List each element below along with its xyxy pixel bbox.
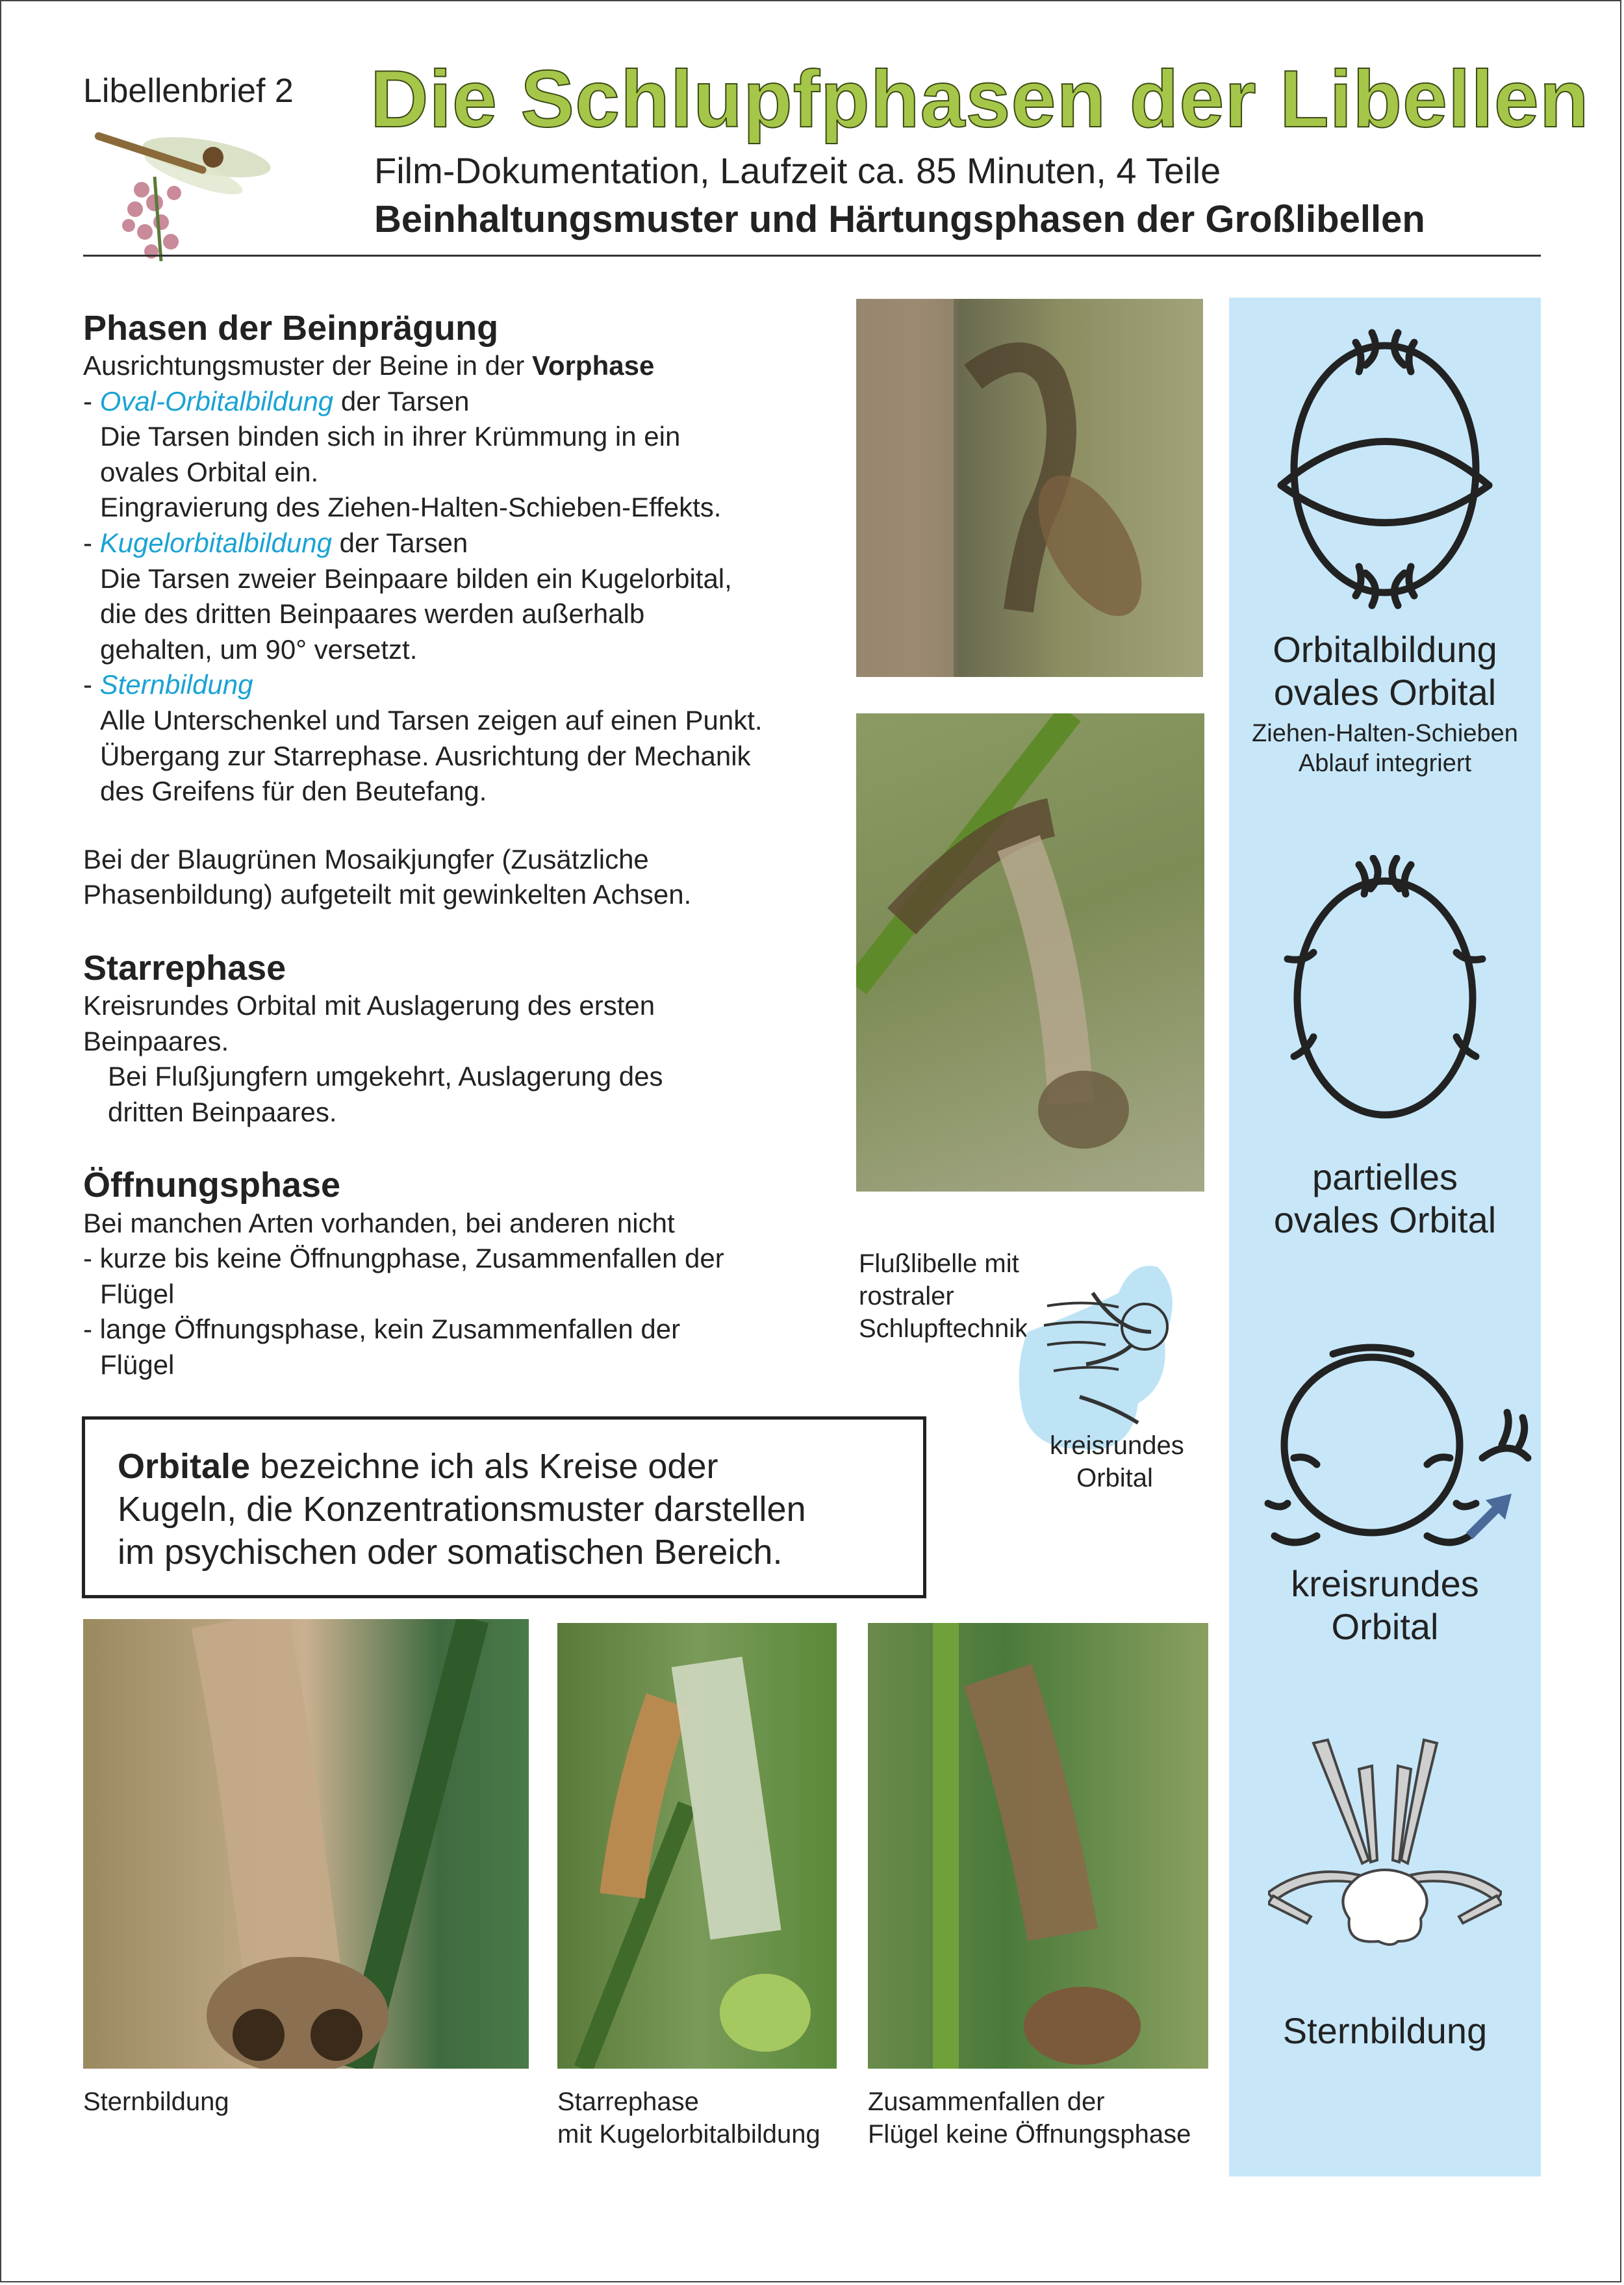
d2-line2: ovales Orbital [1273,1199,1497,1240]
item3-line: Alle Unterschenkel und Tarsen zeigen auf einen Punkt. [100,705,763,736]
d1-line1: Orbitalbildung [1273,629,1497,670]
item3-line: des Greifens für den Beutefang. [100,776,487,807]
heading-oeffnungsphase: Öffnungsphase [83,1166,341,1205]
item2-line: Die Tarsen zweier Beinpaare bilden ein Kugelorbital, [100,563,732,594]
orbitale-definition-box [82,1416,926,1598]
starrephase-line: Kreisrundes Orbital mit Auslagerung des ersten [83,990,655,1021]
caption-sternbildung: Sternbildung [83,2087,229,2116]
dragonfly-logo-image [83,112,278,268]
oeffnungsphase-line: Bei manchen Arten vorhanden, bei anderen nicht [83,1207,675,1238]
mosaik-line: Bei der Blaugrünen Mosaikjungfer (Zusätzliche [83,843,649,874]
photo-zusammenfallen [868,1623,1208,2069]
d1-small2: Ablauf integriert [1298,750,1472,777]
text-column [83,308,850,1383]
d2-line1: partielles [1312,1156,1458,1197]
item1-line: Die Tarsen binden sich in ihrer Krümmung in ein [100,421,681,452]
orbital-diagram-panel [1229,298,1541,2176]
item1-line: ovales Orbital ein. [100,456,319,487]
flusslibelle-orbital-label: kreisrundes Orbital [1050,1431,1184,1492]
star-formation-diagram [1268,1733,1502,1980]
item3-line: Übergang zur Starrephase. Ausrichtung der Mechanik [100,740,751,771]
main-title: Die Schlupfphasen der Libellen [370,55,1590,144]
subheadline: Beinhaltungsmuster und Härtungsphasen der Großlibellen [374,198,1425,240]
d1-small1: Ziehen-Halten-Schieben [1252,720,1518,747]
intro-line: Ausrichtungsmuster der Beine in der Vorphase [83,350,655,381]
heading-beinpraegung: Phasen der Beinprägung [83,309,499,348]
photo-emergence-on-stem [856,713,1204,1192]
mosaik-line: Phasenbildung) aufgeteilt mit gewinkelten Achsen. [83,879,692,910]
d1-line2: ovales Orbital [1273,672,1497,713]
term-oval-orbital: Oval-Orbitalbildung [99,385,334,416]
circular-orbital-diagram [1255,1341,1541,1562]
d4-line1: Sternbildung [1282,2010,1488,2051]
starrephase-line: dritten Beinpaares. [108,1096,337,1127]
oeffnungsphase-line: - kurze bis keine Öffnungphase, Zusammenfallen der [83,1243,724,1274]
photo-starrephase [557,1623,837,2069]
item1-line: Eingravierung des Ziehen-Halten-Schieben-Effekts. [100,492,722,523]
caption-zusammenfallen: Zusammenfallen der Flügel keine Öffnungsphase [868,2087,1191,2149]
header-divider [83,255,1541,257]
oeffnungsphase-line: Flügel [100,1278,175,1309]
item-kugelorbital: - Kugelorbitalbildung der Tarsen [83,528,468,559]
item-sternbildung: - Sternbildung [83,669,253,700]
item2-line: gehalten, um 90° versetzt. [100,633,418,665]
d3-line1: kreisrundes [1291,1563,1479,1604]
partial-oval-orbital-diagram [1268,855,1502,1128]
orbitale-line: Orbitale bezeichne ich als Kreise oder [118,1447,718,1486]
caption-starrephase: Starrephase mit Kugelorbitalbildung [557,2087,820,2149]
photo-emergence-on-wood [856,299,1203,677]
item2-line: die des dritten Beinpaares werden außerhalb [100,598,645,630]
brief-label: Libellenbrief 2 [83,72,294,110]
orbitale-line: im psychischen oder somatischen Bereich. [118,1532,783,1572]
term-kugelorbital: Kugelorbitalbildung [99,528,332,559]
orbitale-line: Kugeln, die Konzentrationsmuster darstellen [118,1489,806,1529]
subtitle: Film-Dokumentation, Laufzeit ca. 85 Minuten, 4 Teile [374,150,1221,191]
flusslibelle-label: Flußlibelle mit rostraler Schlupftechnik [859,1249,1028,1343]
oeffnungsphase-line: - lange Öffnungsphase, kein Zusammenfallen der [83,1314,681,1345]
oval-orbital-diagram [1268,326,1502,612]
item-oval-orbital: - Oval-Orbitalbildung der Tarsen [83,385,470,416]
term-sternbildung: Sternbildung [99,669,253,700]
photo-sternbildung [83,1619,529,2069]
heading-starrephase: Starrephase [83,949,286,988]
d3-line2: Orbital [1331,1606,1439,1647]
oeffnungsphase-line: Flügel [100,1349,175,1380]
starrephase-line: Bei Flußjungfern umgekehrt, Auslagerung des [108,1061,663,1092]
starrephase-line: Beinpaares. [83,1025,229,1056]
